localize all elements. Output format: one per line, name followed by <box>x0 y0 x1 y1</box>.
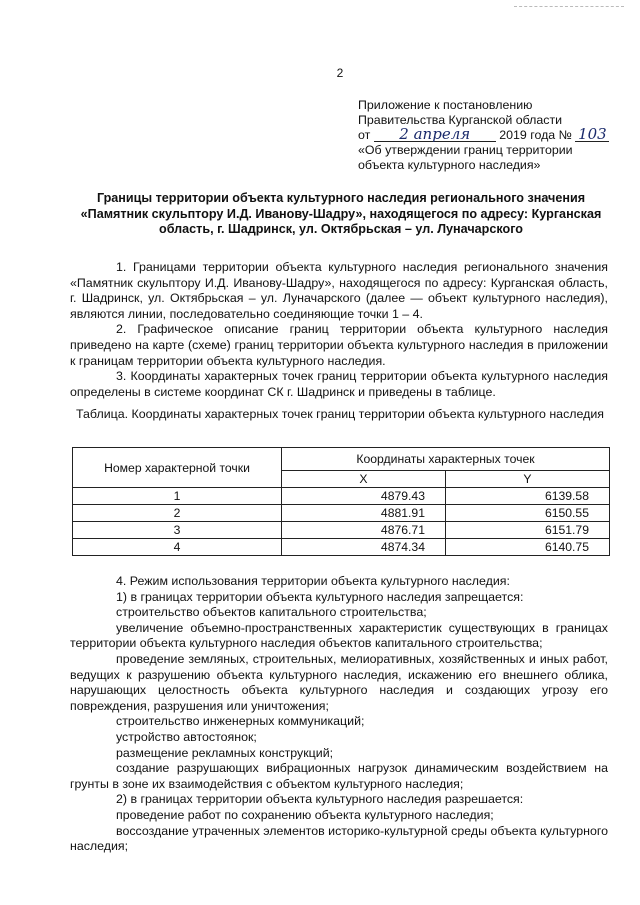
page-number: 2 <box>336 66 344 80</box>
coord-y: 6140.75 <box>445 539 609 556</box>
paragraph: проведение земляных, строительных, мелиоративных, хозяйственных и иных работ, ведущих к разрушению объекта культурного наследия, искажению его внешнего облика, нарушающих целостность объекта культурного наследия и создающих угрозу его повреждения, разрушения или уничтожения; <box>70 651 608 713</box>
paragraph: 1. Границами территории объекта культурного наследия регионального значения «Памятник скульптору И.Д. Иванову-Шадру», находящегося по адресу: Курганская область, г. Шадринск, ул. Октябрьская – ул. Луначарского (далее — объект культурного наследия), являются линии, последовательно соединяющие точки 1 – 4. <box>70 260 608 321</box>
coord-y: 6151.79 <box>445 522 609 539</box>
point-number: 4 <box>73 539 282 556</box>
date-prefix: от <box>358 128 371 142</box>
paragraph: проведение работ по сохранению объекта культурного наследия; <box>116 807 494 822</box>
paragraph: 1) в границах территории объекта культурного наследия запрещается: <box>116 589 524 604</box>
coord-y: 6139.58 <box>445 488 609 505</box>
paragraph: строительство инженерных коммуникаций; <box>116 714 365 729</box>
coord-x: 4874.34 <box>282 539 446 556</box>
scan-edge-mark <box>514 6 624 8</box>
appendix-line-5: объекта культурного наследия» <box>358 158 541 172</box>
point-number: 2 <box>73 505 282 522</box>
coord-x: 4876.71 <box>282 522 446 539</box>
paragraph: воссоздание утраченных элементов историко-культурной среды объекта культурного наследия; <box>70 823 608 854</box>
paragraph: устройство автостоянок; <box>116 729 257 744</box>
table-row <box>73 522 610 539</box>
body-section-1 <box>70 260 608 400</box>
table-header-row <box>73 448 610 471</box>
body-section-2 <box>70 574 608 855</box>
appendix-line-4: «Об утверждении границ территории <box>358 143 573 157</box>
appendix-line-2: Правительства Курганской области <box>358 113 563 127</box>
paragraph: размещение рекламных конструкций; <box>116 745 334 760</box>
appendix-block <box>358 98 618 173</box>
paragraph: 4. Режим использования территории объекта культурного наследия: <box>116 574 510 588</box>
paragraph: создание разрушающих вибрационных нагрузок динамическим воздействием на грунты в зоне их взаимодействия с объектом культурного наследия; <box>70 761 608 791</box>
year-text: 2019 года № <box>499 128 572 142</box>
handwritten-date: 2 апреля <box>374 128 496 142</box>
point-number: 1 <box>73 488 282 505</box>
paragraph: 3. Координаты характерных точек границ территории объекта культурного наследия определены в системе координат СК г. Шадринск и приведены в таблице. <box>70 369 608 399</box>
handwritten-number: 103 <box>575 128 609 142</box>
table-row <box>73 539 610 556</box>
table-row <box>73 505 610 522</box>
table-row <box>73 488 610 505</box>
paragraph: строительство объектов капитального строительства; <box>116 605 427 620</box>
coordinates-table <box>72 447 610 556</box>
coord-x: 4881.91 <box>282 505 446 522</box>
paragraph: увеличение объемно-пространственных характеристик существующих в границах территории объекта культурного наследия объектов капитального строительства; <box>70 620 608 651</box>
coord-y: 6150.55 <box>445 505 609 522</box>
appendix-line-1: Приложение к постановлению <box>358 98 533 112</box>
coord-x: 4879.43 <box>282 488 446 505</box>
header-point-number: Номер характерной точки <box>73 448 282 488</box>
table-caption: Таблица. Координаты характерных точек границ территории объекта культурного наследия <box>76 407 604 421</box>
header-x: X <box>282 471 446 488</box>
paragraph: 2) в границах территории объекта культурного наследия разрешается: <box>116 792 524 807</box>
header-y: Y <box>445 471 609 488</box>
header-coordinates: Координаты характерных точек <box>282 448 610 471</box>
document-title: Границы территории объекта культурного наследия регионального значения «Памятник скульптору И.Д. Иванову-Шадру», находящегося по адресу: Курганская область, г. Шадринск, ул. Октябрьская – ул. Луначарского <box>80 191 602 236</box>
appendix-date-line <box>358 125 618 143</box>
point-number: 3 <box>73 522 282 539</box>
paragraph: 2. Графическое описание границ территории объекта культурного наследия приведено на карте (схеме) границ территории объекта культурного наследия в приложении к границам территории объекта культурного наследия. <box>70 322 608 368</box>
